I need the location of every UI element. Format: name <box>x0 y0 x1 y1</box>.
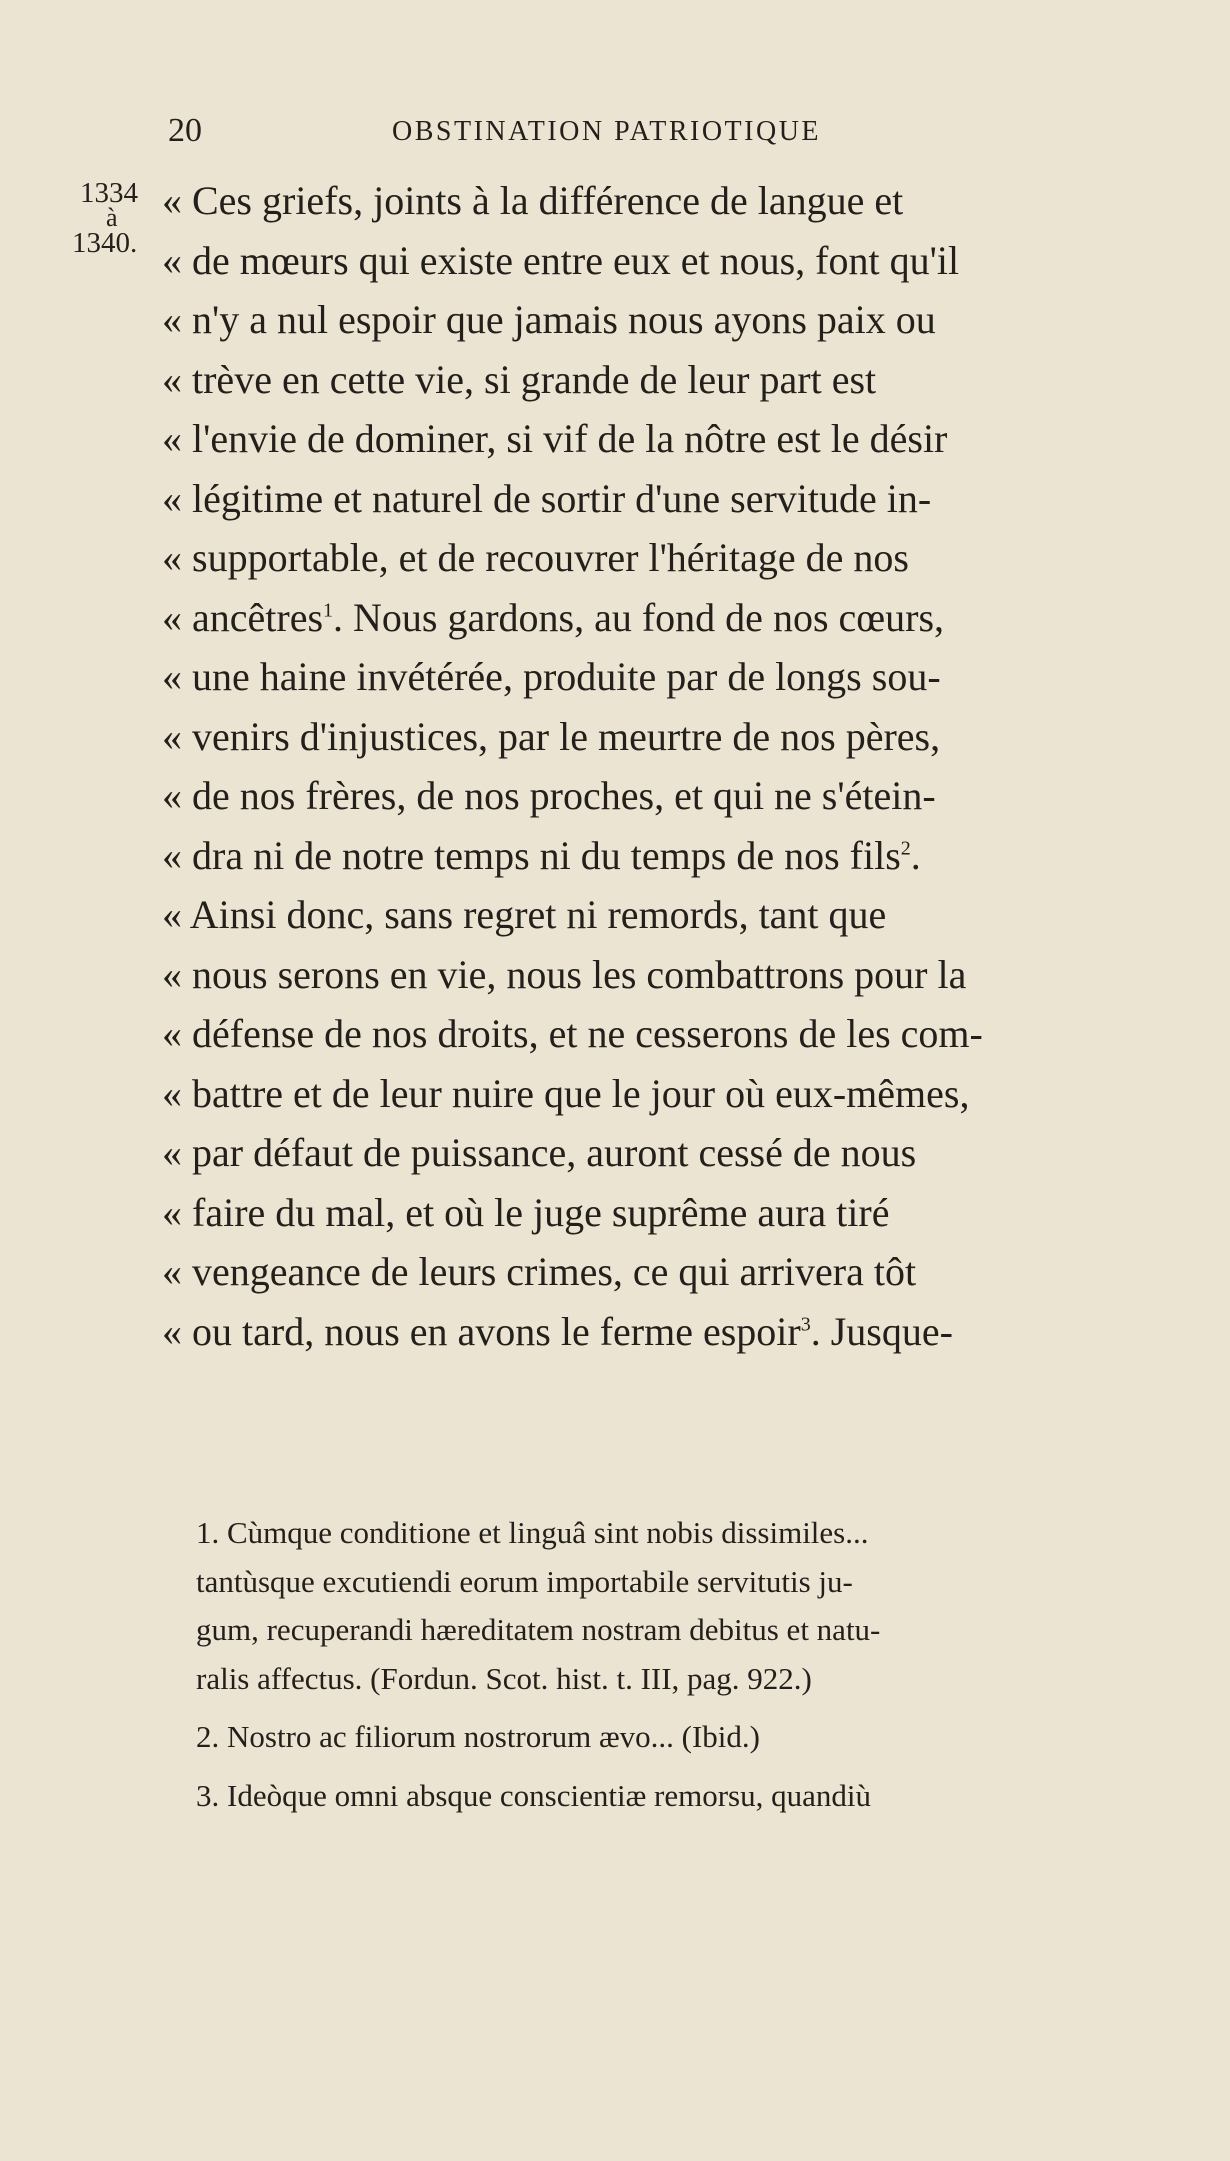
text-line: « Ces griefs, joints à la différence de langue et <box>162 178 904 223</box>
footnote-text: Nostro ac filiorum nostrorum ævo... (Ibid.) <box>227 1719 760 1754</box>
text-line: « ou tard, nous en avons le ferme espoir$^3$. Jusque- <box>162 1308 953 1354</box>
text-segment: « dra ni de notre temps ni du temps de nos fils <box>162 832 901 878</box>
footnote-text: Ideòque omni absque conscientiæ remorsu, quandiù <box>227 1777 871 1813</box>
footnote-number: 3. <box>196 1777 220 1813</box>
footnote-ref: 1 <box>323 599 334 622</box>
footnote-number: 1. <box>196 1515 220 1550</box>
footnote-text: Cùmque conditione et linguâ sint nobis dissimiles... <box>227 1515 869 1550</box>
footnote-1-continued: tantùsque excutiendi eorum importabile servitutis ju- <box>196 1563 853 1599</box>
text-line: « trève en cette vie, si grande de leur part est <box>162 356 877 402</box>
text-line: « nous serons en vie, nous les combattrons pour la <box>162 951 967 997</box>
text-line: « n'y a nul espoir que jamais nous ayons paix ou <box>162 297 936 342</box>
text-line: « par défaut de puissance, auront cessé de nous <box>162 1130 917 1175</box>
page-number: 20 <box>168 112 202 149</box>
margin-date-separator: à <box>106 203 118 232</box>
text-line: « venirs d'injustices, par le meurtre de nos pères, <box>162 713 941 759</box>
text-line: « ancêtres$^1$. Nous gardons, au fond de nos cœurs, <box>162 594 945 640</box>
footnote-1-continued: ralis affectus. (Fordun. Scot. hist. t. III, pag. 922.) <box>196 1660 812 1696</box>
text-line: « faire du mal, et où le juge suprême aura tiré <box>162 1189 890 1235</box>
margin-date-start: 1334 <box>80 177 138 209</box>
footnote-number: 2. <box>196 1719 220 1754</box>
footnote-1-continued: gum, recuperandi hæreditatem nostram debitus et natu- <box>196 1612 881 1647</box>
footnote-2 <box>196 1713 1126 1762</box>
text-segment: « ancêtres <box>162 594 324 640</box>
margin-date-note <box>70 178 170 258</box>
footnote-1 <box>196 1509 1126 1558</box>
text-line: « légitime et naturel de sortir d'une servitude in- <box>162 475 932 521</box>
margin-date-end: 1340. <box>72 227 138 259</box>
footnotes-block <box>196 1509 1126 1820</box>
text-segment: Nous gardons, au fond de nos cœurs, <box>343 594 945 640</box>
text-line: « vengeance de leurs crimes, ce qui arrivera tôt <box>162 1249 917 1294</box>
page-header <box>168 112 912 152</box>
text-line: « dra ni de notre temps ni du temps de nos fils$^2$. <box>162 832 921 878</box>
footnote-ref: 3 <box>800 1313 811 1336</box>
text-line: « défense de nos droits, et ne cesserons de les com- <box>162 1011 983 1056</box>
text-line: « supportable, et de recouvrer l'héritage de nos <box>162 535 909 580</box>
main-text-block <box>162 171 1122 1361</box>
text-line: « de mœurs qui existe entre eux et nous, font qu'il <box>162 237 960 283</box>
text-segment: « ou tard, nous en avons le ferme espoir <box>162 1308 801 1354</box>
text-line: « de nos frères, de nos proches, et qui ne s'étein- <box>162 773 936 818</box>
text-segment: Jusque- <box>820 1308 953 1354</box>
text-line: « battre et de leur nuire que le jour où eux-mêmes, <box>162 1070 970 1116</box>
footnote-ref: 2 <box>900 837 911 860</box>
footnote-3 <box>196 1772 1126 1821</box>
text-line: « l'envie de dominer, si vif de la nôtre est le désir <box>162 416 948 461</box>
text-line: « une haine invétérée, produite par de longs sou- <box>162 654 941 699</box>
running-title: OBSTINATION PATRIOTIQUE <box>392 116 822 147</box>
text-line: « Ainsi donc, sans regret ni remords, tant que <box>162 892 887 937</box>
